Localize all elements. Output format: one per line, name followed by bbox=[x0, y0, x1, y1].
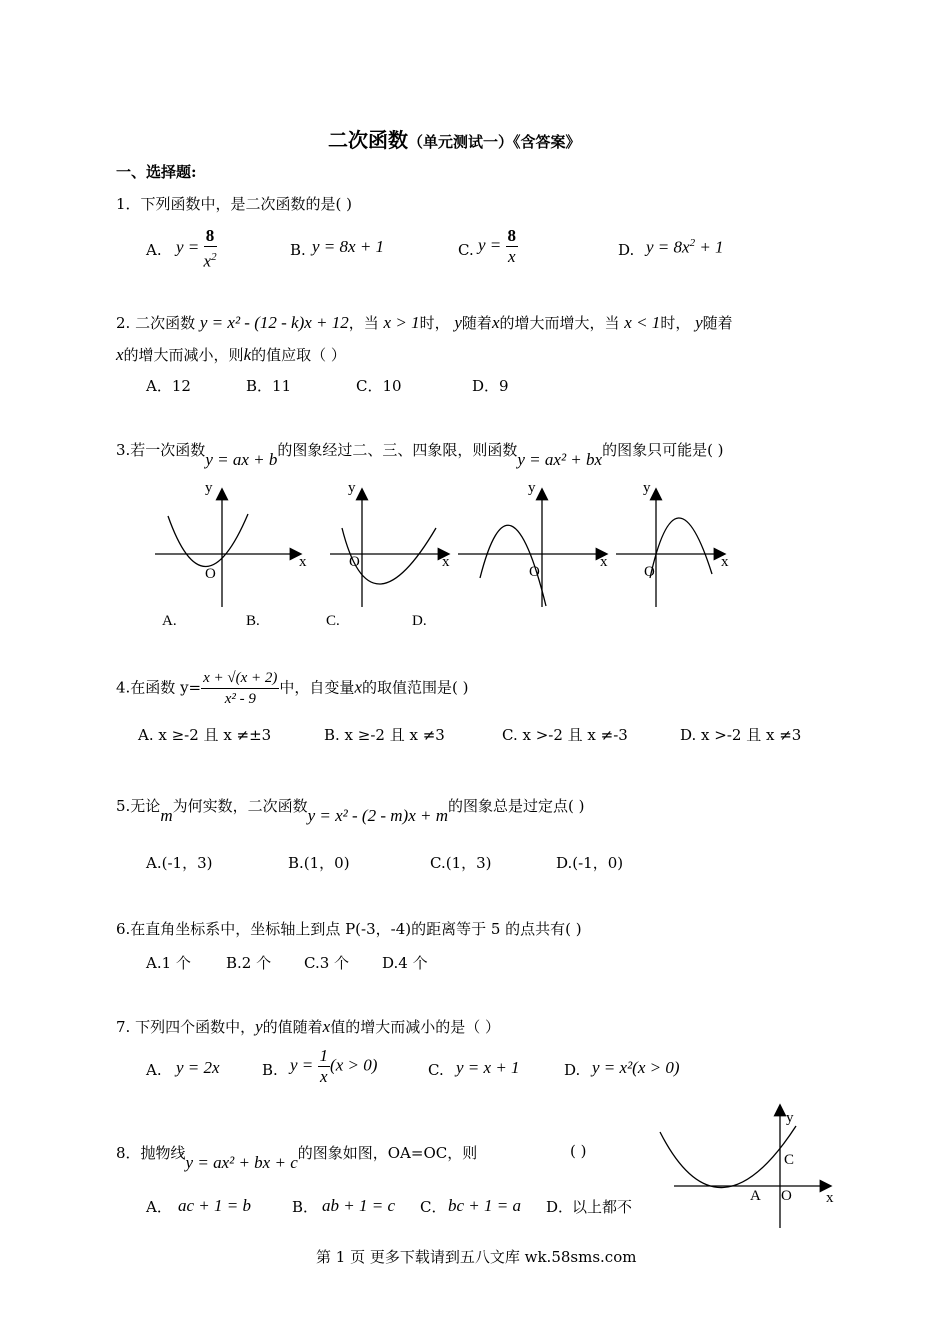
q4-option-a: A. x ≥-2 且 x ≠±3 bbox=[138, 726, 272, 744]
q3-a-origin: O bbox=[205, 566, 216, 582]
q7-option-d-label: D. bbox=[564, 1061, 581, 1079]
q8-option-a-label: A． bbox=[146, 1198, 172, 1216]
q3-stem bbox=[116, 439, 724, 469]
q1-option-d-label: D. bbox=[618, 241, 635, 259]
q2-option-c: C．10 bbox=[356, 377, 402, 395]
q3-graph-c bbox=[458, 480, 608, 607]
q1-option-a-expr: y = $\frac{8}{x^2}$ bbox=[176, 226, 217, 271]
q5-option-d: D.(-1，0) bbox=[556, 854, 624, 872]
q7-p3: 值的增大而减小的是（ ） bbox=[330, 1018, 500, 1036]
q2-p4: 的增大而增大，当 bbox=[499, 314, 620, 332]
q7-b-num: 1 bbox=[319, 1046, 329, 1065]
q3-label-b: B. bbox=[246, 613, 260, 629]
q7-option-a-label: A. bbox=[146, 1061, 162, 1079]
q2-y1: y bbox=[454, 313, 462, 332]
q3-expr1: y = ax + b bbox=[205, 450, 278, 469]
q3-d-y-label: y bbox=[643, 480, 651, 496]
q7-option-c-expr: y = x + 1 bbox=[456, 1058, 520, 1077]
q2-option-d: D．9 bbox=[472, 377, 509, 395]
q2-line2 bbox=[116, 344, 346, 365]
q4-p2: 中，自变量 bbox=[279, 678, 355, 697]
q5-p3: 的图象总是过定点( ) bbox=[447, 797, 585, 815]
q3-label-a: A. bbox=[162, 613, 177, 629]
q1-option-c-label: C. bbox=[458, 241, 474, 259]
q5-m: m bbox=[160, 806, 173, 825]
q3-a-y-label: y bbox=[205, 480, 213, 496]
q6-option-c: C.3 个 bbox=[304, 954, 350, 972]
q7-option-c-label: C. bbox=[428, 1061, 444, 1079]
q3-c-x-label: x bbox=[600, 554, 608, 570]
q8-graph bbox=[650, 1098, 850, 1233]
q2-p5: 时， bbox=[660, 314, 691, 332]
section-header: 一、选择题: bbox=[116, 163, 197, 181]
q2-p8: 的值应取（ ） bbox=[251, 346, 346, 364]
title-main: 二次函数 bbox=[328, 128, 408, 152]
q7-b-lhs: y = bbox=[290, 1055, 314, 1075]
q2-p7: 的增大而减小，则 bbox=[123, 346, 244, 364]
q3-graphs bbox=[0, 470, 950, 640]
q3-b-y-label: y bbox=[348, 480, 356, 496]
q8-option-c-label: C． bbox=[420, 1198, 447, 1216]
q7-p1: 7. 下列四个函数中， bbox=[116, 1018, 256, 1036]
q3-expr2: y = ax² + bx bbox=[517, 450, 603, 469]
q3-p1: 3.若一次函数 bbox=[116, 441, 206, 459]
q5-option-c: C.(1，3) bbox=[430, 854, 492, 872]
q3-graph-d bbox=[616, 480, 729, 607]
q1-a-num: 8 bbox=[204, 226, 217, 247]
q8-option-b-expr: ab + 1 = c bbox=[322, 1196, 395, 1215]
q1-option-b-expr: y = 8x + 1 bbox=[312, 237, 385, 256]
q1-a-lhs: y = bbox=[176, 237, 200, 257]
q4-stem bbox=[116, 668, 468, 709]
q3-label-d: D. bbox=[412, 613, 427, 629]
title-sub: （单元测试一）《含答案》 bbox=[408, 133, 581, 151]
q6-option-b: B.2 个 bbox=[226, 954, 272, 972]
q7-b-cond: (x > 0) bbox=[330, 1055, 378, 1075]
q8-x-label: x bbox=[826, 1190, 834, 1206]
q2-line1 bbox=[116, 312, 733, 333]
q2-p3: 随着 bbox=[461, 314, 492, 332]
q7-b-den: x bbox=[318, 1066, 331, 1087]
q3-p2: 的图象经过二、三、四象限，则函数 bbox=[277, 441, 518, 459]
q4-p1: 4.在函数 y= bbox=[116, 678, 202, 697]
q2-x1: x bbox=[491, 313, 500, 332]
q2-x2: x bbox=[116, 345, 124, 364]
q8-option-d-expr: 以上都不 bbox=[572, 1198, 633, 1216]
q3-d-origin: O bbox=[644, 564, 655, 580]
q8-y-label: y bbox=[786, 1110, 794, 1126]
q4-option-b: B. x ≥-2 且 x ≠3 bbox=[324, 726, 445, 744]
q7-stem bbox=[116, 1016, 500, 1037]
q7-option-b-expr bbox=[290, 1046, 377, 1087]
q1-option-d-expr: $y = 8x^2 + 1$ bbox=[646, 237, 724, 257]
q7-x: x bbox=[322, 1017, 331, 1036]
q1-d-main: y = 8x bbox=[646, 237, 690, 257]
q3-a-x-label: x bbox=[299, 554, 307, 570]
q2-p6: 随着 bbox=[702, 314, 733, 332]
q7-option-d-expr: y = x²(x > 0) bbox=[592, 1058, 680, 1077]
q4-var: x bbox=[354, 677, 362, 697]
q8-option-a-expr: ac + 1 = b bbox=[178, 1196, 251, 1215]
q5-stem bbox=[116, 795, 585, 825]
q2-p1: ，当 bbox=[348, 314, 379, 332]
q1-c-den: x bbox=[508, 247, 516, 266]
q8-expr: y = ax² + bx + c bbox=[185, 1153, 298, 1172]
q4-den: x² - 9 bbox=[224, 691, 256, 707]
q3-p3: 的图象只可能是( ) bbox=[602, 441, 724, 459]
q2-no: 2. 二次函数 bbox=[116, 314, 196, 332]
q5-expr: y = x² - (2 - m)x + m bbox=[307, 806, 448, 825]
q4-p3: 的取值范围是( ) bbox=[361, 678, 469, 697]
q1-c-num: 8 bbox=[507, 226, 517, 245]
q8-a-label: A bbox=[750, 1188, 761, 1204]
q3-c-origin: O bbox=[529, 564, 540, 580]
q2-option-a: A．12 bbox=[146, 377, 191, 395]
q2-cond2: x < 1 bbox=[624, 313, 661, 332]
q2-k: k bbox=[243, 345, 252, 364]
q3-graph-b bbox=[330, 480, 450, 607]
q4-num: x + √(x + 2) bbox=[201, 668, 279, 689]
q2-cond1: x > 1 bbox=[383, 313, 420, 332]
q8-c-label: C bbox=[784, 1152, 795, 1168]
q3-label-c: C. bbox=[326, 613, 340, 629]
q5-p1: 5.无论 bbox=[116, 797, 161, 815]
q5-p2: 为何实数，二次函数 bbox=[172, 797, 308, 815]
q8-p1: 8．抛物线 bbox=[116, 1144, 186, 1162]
q8-option-b-label: B． bbox=[292, 1198, 319, 1216]
q8-paren: ( ) bbox=[570, 1142, 587, 1160]
q7-y: y bbox=[255, 1017, 263, 1036]
q7-p2: 的值随着 bbox=[262, 1018, 323, 1036]
q1-option-a-label: A. bbox=[146, 241, 162, 259]
q6-option-a: A.1 个 bbox=[146, 954, 191, 972]
q2-option-b: B．11 bbox=[246, 377, 292, 395]
q8-option-c-expr: bc + 1 = a bbox=[448, 1196, 521, 1215]
q8-p2: 的图象如图，OA=OC，则 bbox=[297, 1144, 478, 1162]
q3-graph-a bbox=[155, 480, 307, 607]
q2-y2: y bbox=[695, 313, 703, 332]
q1-option-b-label: B. bbox=[290, 241, 306, 259]
q5-option-a: A.(-1，3) bbox=[146, 854, 213, 872]
q7-option-b-label: B. bbox=[262, 1061, 278, 1079]
q8-option-d-label: D． bbox=[546, 1198, 574, 1216]
page-title bbox=[328, 124, 581, 153]
q2-expr: y = x² - (12 - k)x + 12 bbox=[199, 313, 349, 332]
q1-stem: 1．下列函数中，是二次函数的是( ) bbox=[116, 195, 353, 213]
page-footer: 第 1 页 更多下载请到五八文库 wk.58sms.com bbox=[316, 1248, 637, 1266]
q6-stem: 6.在直角坐标系中，坐标轴上到点 P(-3，-4)的距离等于 5 的点共有( ) bbox=[116, 920, 582, 938]
q4-option-d: D. x >-2 且 x ≠3 bbox=[680, 726, 802, 744]
q3-b-origin: O bbox=[349, 554, 360, 570]
q3-d-x-label: x bbox=[721, 554, 729, 570]
q4-option-c: C. x >-2 且 x ≠-3 bbox=[502, 726, 628, 744]
q8-o-label: O bbox=[781, 1188, 792, 1204]
q1-c-lhs: y = bbox=[478, 235, 502, 255]
q8-stem bbox=[116, 1142, 478, 1172]
q6-option-d: D.4 个 bbox=[382, 954, 428, 972]
q3-b-x-label: x bbox=[442, 554, 450, 570]
q3-c-y-label: y bbox=[528, 480, 536, 496]
q5-option-b: B.(1，0) bbox=[288, 854, 350, 872]
q2-p2: 时， bbox=[419, 314, 450, 332]
q7-option-a-expr: y = 2x bbox=[176, 1058, 220, 1077]
q1-option-c-expr bbox=[478, 226, 518, 267]
q1-a-den: x bbox=[203, 251, 212, 271]
